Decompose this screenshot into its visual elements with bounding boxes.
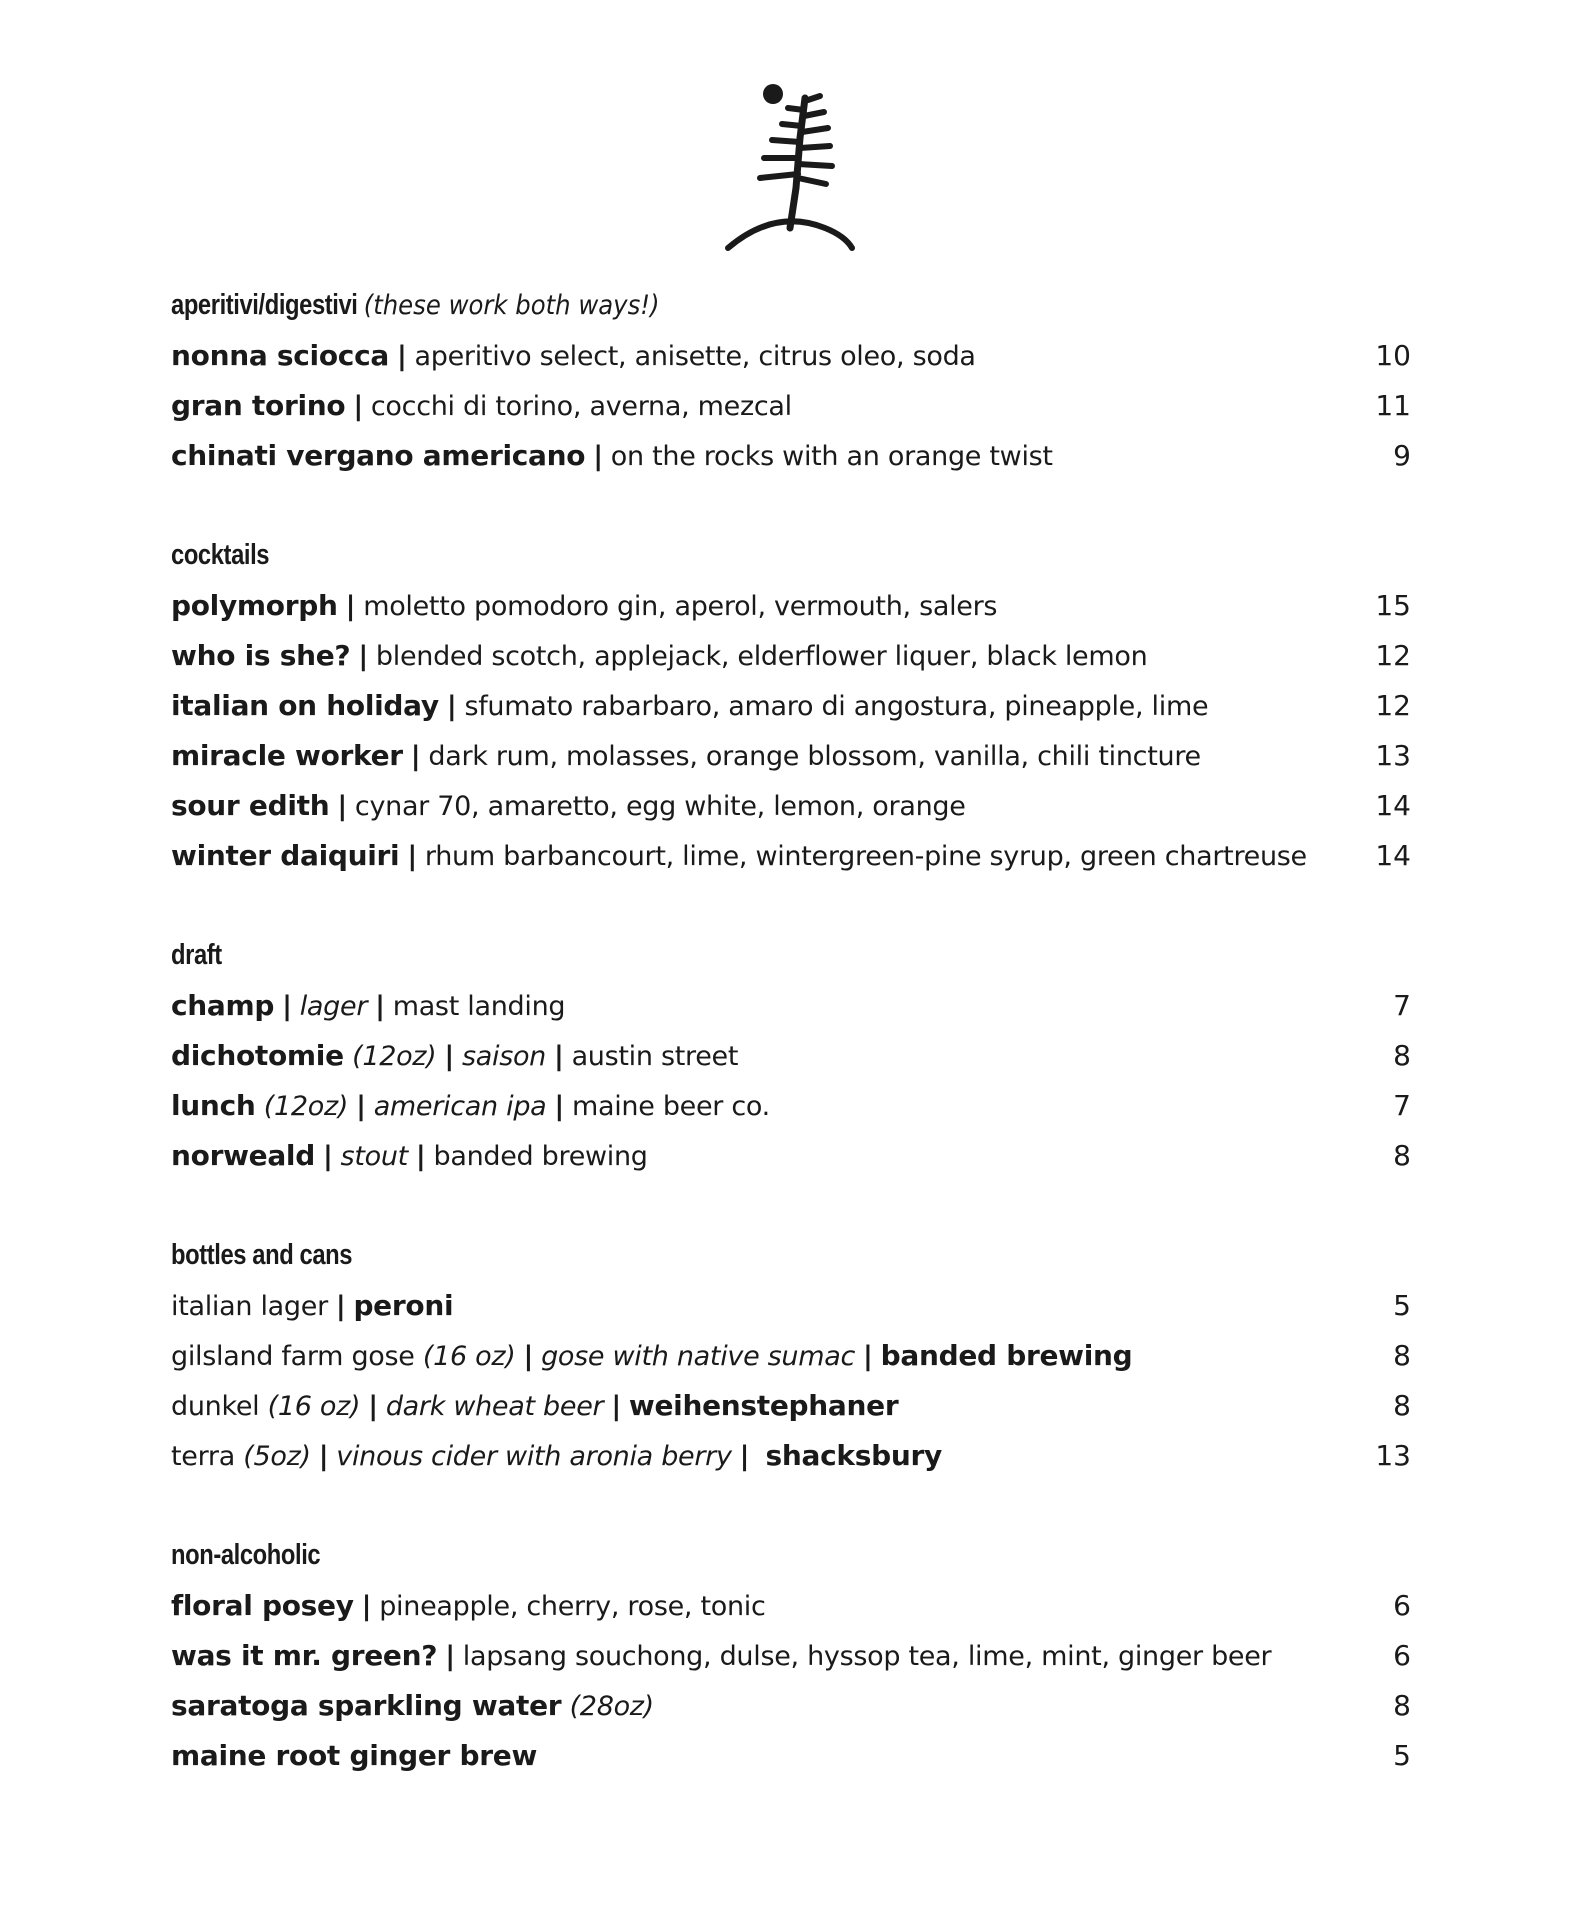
item-price: 14 xyxy=(1375,788,1411,822)
item-price: 8 xyxy=(1393,1138,1411,1172)
item-size: (5oz) xyxy=(243,1440,311,1472)
section-title-nonalcoholic: non-alcoholic xyxy=(171,1539,321,1571)
item-desc: sfumato rabarbaro, amaro di angostura, pineapple, lime xyxy=(464,690,1209,722)
section-draft xyxy=(171,930,1411,1180)
pine-tree-moon-icon xyxy=(720,78,870,258)
menu-item: dunkel (16 oz) | dark wheat beer | weihenstephaner 8 xyxy=(171,1388,1411,1422)
item-name: miracle worker xyxy=(171,738,403,772)
item-price: 13 xyxy=(1375,738,1411,772)
section-bottles xyxy=(171,1230,1411,1480)
menu-item: miracle worker | dark rum, molasses, orange blossom, vanilla, chili tincture 13 xyxy=(171,738,1411,772)
item-name: gran torino xyxy=(171,388,346,422)
item-brewer: banded brewing xyxy=(433,1140,648,1172)
item-style: american ipa xyxy=(373,1090,547,1122)
item-desc: blended scotch, applejack, elderflower liquer, black lemon xyxy=(375,640,1148,672)
aperitivi-title-text: aperitivi/digestivi xyxy=(171,289,358,321)
item-price: 13 xyxy=(1375,1438,1411,1472)
item-size: (16 oz) xyxy=(267,1390,361,1422)
item-style: saison xyxy=(461,1040,546,1072)
item-brewer: banded brewing xyxy=(880,1338,1133,1372)
item-name: norweald xyxy=(171,1138,315,1172)
item-price: 6 xyxy=(1393,1638,1411,1672)
item-price: 8 xyxy=(1393,1038,1411,1072)
item-desc: moletto pomodoro gin, aperol, vermouth, salers xyxy=(363,590,998,622)
item-name: sour edith xyxy=(171,788,330,822)
menu-item xyxy=(171,1730,1411,1780)
item-price: 6 xyxy=(1393,1588,1411,1622)
item-price: 8 xyxy=(1393,1688,1411,1722)
menu-item: was it mr. green? | lapsang souchong, dulse, hyssop tea, lime, mint, ginger beer 6 xyxy=(171,1638,1411,1672)
item-name: nonna sciocca xyxy=(171,338,389,372)
item-desc: lapsang souchong, dulse, hyssop tea, lime, mint, ginger beer xyxy=(462,1640,1272,1672)
item-brewer: maine beer co. xyxy=(571,1090,770,1122)
item-desc: aperitivo select, anisette, citrus oleo, soda xyxy=(414,340,976,372)
item-name: champ xyxy=(171,988,275,1022)
menu-item: champ | lager | mast landing 7 xyxy=(171,988,1411,1022)
item-price: 7 xyxy=(1393,1088,1411,1122)
aperitivi-note: (these work both ways!) xyxy=(364,290,660,321)
item-price: 8 xyxy=(1393,1338,1411,1372)
menu-item: polymorph | moletto pomodoro gin, aperol, vermouth, salers 15 xyxy=(171,588,1411,622)
section-title-bottles: bottles and cans xyxy=(171,1239,353,1271)
item-price: 11 xyxy=(1375,388,1411,422)
item-style: vinous cider with aronia berry xyxy=(336,1440,732,1472)
item-name: who is she? xyxy=(171,638,351,672)
item-brewer: austin street xyxy=(571,1040,739,1072)
item-size: (12oz) xyxy=(263,1090,349,1122)
section-nonalcoholic xyxy=(171,1530,1411,1780)
item-name: saratoga sparkling water xyxy=(171,1688,562,1722)
menu-item xyxy=(171,1680,1411,1730)
item-desc: cocchi di torino, averna, mezcal xyxy=(370,390,792,422)
item-name: dunkel xyxy=(171,1390,260,1422)
drinks-menu xyxy=(171,280,1411,1830)
item-price: 14 xyxy=(1375,838,1411,872)
item-price: 15 xyxy=(1375,588,1411,622)
item-price: 12 xyxy=(1375,688,1411,722)
item-name: floral posey xyxy=(171,1588,354,1622)
item-name: italian lager xyxy=(171,1290,328,1322)
menu-item: who is she? | blended scotch, applejack, elderflower liquer, black lemon 12 xyxy=(171,638,1411,672)
section-title-draft: draft xyxy=(171,939,222,971)
item-name: terra xyxy=(171,1440,235,1472)
item-name: winter daiquiri xyxy=(171,838,400,872)
menu-item: floral posey | pineapple, cherry, rose, tonic 6 xyxy=(171,1588,1411,1622)
item-name: italian on holiday xyxy=(171,688,439,722)
menu-item: chinati vergano americano | on the rocks with an orange twist 9 xyxy=(171,438,1411,472)
menu-item: dichotomie (12oz) | saison | austin street 8 xyxy=(171,1038,1411,1072)
menu-item: norweald | stout | banded brewing 8 xyxy=(171,1138,1411,1172)
menu-item: terra (5oz) | vinous cider with aronia berry | shacksbury 13 xyxy=(171,1438,1411,1472)
item-name: polymorph xyxy=(171,588,338,622)
section-title-cocktails: cocktails xyxy=(171,539,270,571)
item-desc: dark rum, molasses, orange blossom, vanilla, chili tincture xyxy=(428,740,1201,772)
item-brewer: mast landing xyxy=(392,990,566,1022)
item-desc: cynar 70, amaretto, egg white, lemon, orange xyxy=(354,790,966,822)
menu-item: nonna sciocca | aperitivo select, anisette, citrus oleo, soda 10 xyxy=(171,338,1411,372)
item-price: 12 xyxy=(1375,638,1411,672)
item-style: dark wheat beer xyxy=(385,1390,604,1422)
item-price: 9 xyxy=(1393,438,1411,472)
menu-item: gilsland farm gose (16 oz) | gose with native sumac | banded brewing 8 xyxy=(171,1338,1411,1372)
item-brewer: peroni xyxy=(353,1288,454,1322)
menu-item: italian lager | peroni 5 xyxy=(171,1288,1411,1322)
menu-item: winter daiquiri | rhum barbancourt, lime, wintergreen-pine syrup, green chartreuse 14 xyxy=(171,838,1411,872)
section-aperitivi xyxy=(171,280,1411,480)
item-name: lunch xyxy=(171,1088,256,1122)
item-style: stout xyxy=(340,1140,408,1172)
item-desc: pineapple, cherry, rose, tonic xyxy=(379,1590,766,1622)
menu-item: lunch (12oz) | american ipa | maine beer co. 7 xyxy=(171,1088,1411,1122)
item-style: gose with native sumac xyxy=(541,1340,856,1372)
item-style: lager xyxy=(299,990,368,1022)
item-brewer: weihenstephaner xyxy=(628,1388,899,1422)
item-size: (16 oz) xyxy=(422,1340,516,1372)
item-price: 5 xyxy=(1393,1288,1411,1322)
item-desc: on the rocks with an orange twist xyxy=(610,440,1053,472)
item-size: (28oz) xyxy=(569,1690,654,1722)
item-name: maine root ginger brew xyxy=(171,1738,538,1772)
item-price: 5 xyxy=(1393,1738,1411,1772)
item-price: 7 xyxy=(1393,988,1411,1022)
item-name: dichotomie xyxy=(171,1038,344,1072)
menu-item: italian on holiday | sfumato rabarbaro, amaro di angostura, pineapple, lime 12 xyxy=(171,688,1411,722)
item-name: gilsland farm gose xyxy=(171,1340,415,1372)
item-desc: rhum barbancourt, lime, wintergreen-pine syrup, green chartreuse xyxy=(424,840,1307,872)
item-price: 10 xyxy=(1375,338,1411,372)
menu-item: sour edith | cynar 70, amaretto, egg white, lemon, orange 14 xyxy=(171,788,1411,822)
item-name: was it mr. green? xyxy=(171,1638,438,1672)
item-name: chinati vergano americano xyxy=(171,438,586,472)
section-title-aperitivi xyxy=(171,280,1188,330)
item-brewer: shacksbury xyxy=(765,1438,942,1472)
section-cocktails xyxy=(171,530,1411,880)
item-price: 8 xyxy=(1393,1388,1411,1422)
item-size: (12oz) xyxy=(352,1040,437,1072)
menu-item: gran torino | cocchi di torino, averna, mezcal 11 xyxy=(171,388,1411,422)
